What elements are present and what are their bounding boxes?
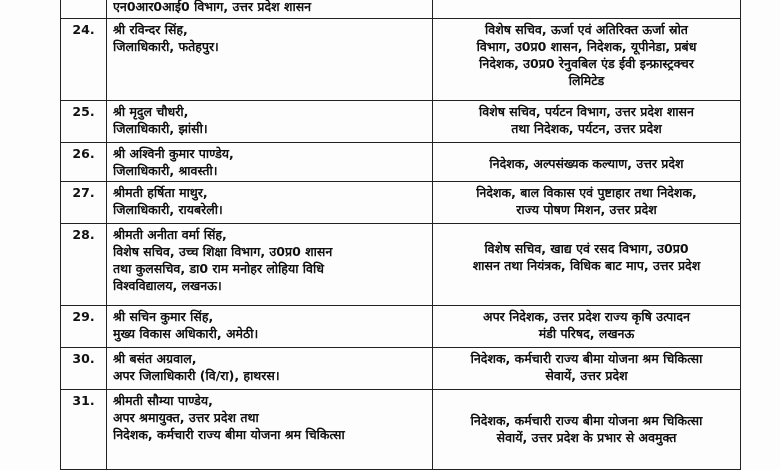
- new-posting-line: निदेशक, अल्पसंख्यक कल्याण, उत्तर प्रदेश: [489, 156, 684, 171]
- new-posting-line: तथा निदेशक, पर्यटन, उत्तर प्रदेश: [511, 121, 662, 136]
- table-row: [61, 0, 741, 19]
- new-posting-line: विभाग, उ0प्र0 शासन, निदेशक, यूपीनेडा, प्रबंध: [476, 39, 697, 54]
- officer-name-line: अपर श्रमायुक्त, उत्तर प्रदेश तथा: [113, 410, 259, 425]
- transfer-table: [60, 0, 741, 470]
- new-posting-cell: [433, 348, 741, 390]
- officer-name-line: जिलाधिकारी, रायबरेली।: [113, 202, 223, 217]
- serial-number: [61, 0, 107, 19]
- new-posting-cell: [433, 0, 741, 19]
- new-posting-cell: [433, 143, 741, 182]
- officer-name-line: जिलाधिकारी, झांसी।: [113, 121, 208, 136]
- table-row: [61, 348, 741, 390]
- table-row: [61, 19, 741, 101]
- new-posting-cell: [433, 390, 741, 470]
- new-posting-line: निदेशक, उ0प्र0 रेनुवबिल एंड ईवी इन्फ्रास्ट्रक्चर: [479, 56, 694, 71]
- officer-name-cell: [107, 101, 433, 143]
- officer-name-line: श्री रविन्दर सिंह,: [113, 22, 188, 37]
- officer-name-cell: [107, 0, 433, 19]
- new-posting-cell: [433, 306, 741, 348]
- new-posting-cell: [433, 101, 741, 143]
- officer-name-line: अपर जिलाधिकारी (वि/रा), हाथरस।: [113, 368, 280, 383]
- new-posting-line: निदेशक, कर्मचारी राज्य बीमा योजना श्रम चिकित्सा: [470, 351, 703, 366]
- new-posting-line: विशेष सचिव, ऊर्जा एवं अतिरिक्त ऊर्जा स्रोत: [485, 22, 688, 37]
- officer-name-line: विशेष सचिव, उच्च शिक्षा विभाग, उ0प्र0 शासन: [113, 244, 333, 259]
- serial-number: 24.: [61, 19, 107, 101]
- table-row: [61, 143, 741, 182]
- table-row: [61, 101, 741, 143]
- serial-number: 26.: [61, 143, 107, 182]
- new-posting-cell: [433, 19, 741, 101]
- table-body: [61, 0, 741, 470]
- officer-name-cell: [107, 348, 433, 390]
- new-posting-line: लिमिटेड: [568, 73, 605, 88]
- table-row: [61, 306, 741, 348]
- serial-number: 28.: [61, 224, 107, 306]
- new-posting-line: अपर निदेशक, उत्तर प्रदेश राज्य कृषि उत्पादन: [483, 309, 690, 324]
- officer-name-line: निदेशक, कर्मचारी राज्य बीमा योजना श्रम चिकित्सा: [113, 427, 345, 442]
- serial-number: 30.: [61, 348, 107, 390]
- officer-name-cell: [107, 390, 433, 470]
- officer-name-line: श्री सचिन कुमार सिंह,: [113, 309, 214, 324]
- officer-name-cell: [107, 143, 433, 182]
- officer-name-line: एन0आर0आई0 विभाग, उत्तर प्रदेश शासन: [113, 0, 312, 14]
- new-posting-cell: [433, 224, 741, 306]
- officer-name-line: मुख्य विकास अधिकारी, अमेठी।: [113, 326, 259, 341]
- table-row: [61, 390, 741, 470]
- new-posting-line: निदेशक, कर्मचारी राज्य बीमा योजना श्रम चिकित्सा: [470, 413, 703, 428]
- new-posting-cell: [433, 182, 741, 224]
- new-posting-line: विशेष सचिव, पर्यटन विभाग, उत्तर प्रदेश शासन: [479, 104, 694, 119]
- officer-name-line: श्री बसंत अग्रवाल,: [113, 351, 197, 366]
- serial-number: 25.: [61, 101, 107, 143]
- new-posting-line: मंडी परिषद, लखनऊ: [538, 326, 635, 341]
- officer-name-line: श्रीमती हर्षिता माथुर,: [113, 185, 208, 200]
- new-posting-line: सेवायें, उत्तर प्रदेश के प्रभार से अवमुक्त: [496, 430, 677, 445]
- new-posting-line: राज्य पोषण मिशन, उत्तर प्रदेश: [516, 202, 657, 217]
- serial-number: 31.: [61, 390, 107, 470]
- officer-name-line: जिलाधिकारी, श्रावस्ती।: [113, 163, 218, 178]
- officer-name-cell: [107, 306, 433, 348]
- new-posting-line: विशेष सचिव, खाद्य एवं रसद विभाग, उ0प्र0: [484, 241, 689, 256]
- officer-name-line: श्रीमती सौम्या पाण्डेय,: [113, 393, 213, 408]
- officer-name-line: श्री अश्विनी कुमार पाण्डेय,: [113, 146, 234, 161]
- table-row: [61, 182, 741, 224]
- officer-name-line: विश्वविद्यालय, लखनऊ।: [113, 278, 222, 293]
- officer-name-line: तथा कुलसचिव, डा0 राम मनोहर लोहिया विधि: [113, 261, 324, 276]
- officer-name-line: जिलाधिकारी, फतेहपुर।: [113, 39, 219, 54]
- officer-name-line: श्री मृदुल चौधरी,: [113, 104, 189, 119]
- serial-number: 27.: [61, 182, 107, 224]
- officer-name-cell: [107, 182, 433, 224]
- serial-number: 29.: [61, 306, 107, 348]
- officer-name-line: श्रीमती अनीता वर्मा सिंह,: [113, 227, 227, 242]
- officer-name-cell: [107, 224, 433, 306]
- new-posting-line: निदेशक, बाल विकास एवं पुष्टाहार तथा निदेशक,: [476, 185, 697, 200]
- officer-name-cell: [107, 19, 433, 101]
- new-posting-line: शासन तथा नियंत्रक, विधिक बाट माप, उत्तर प्रदेश: [472, 258, 701, 273]
- new-posting-line: सेवायें, उत्तर प्रदेश: [545, 368, 628, 383]
- table-row: [61, 224, 741, 306]
